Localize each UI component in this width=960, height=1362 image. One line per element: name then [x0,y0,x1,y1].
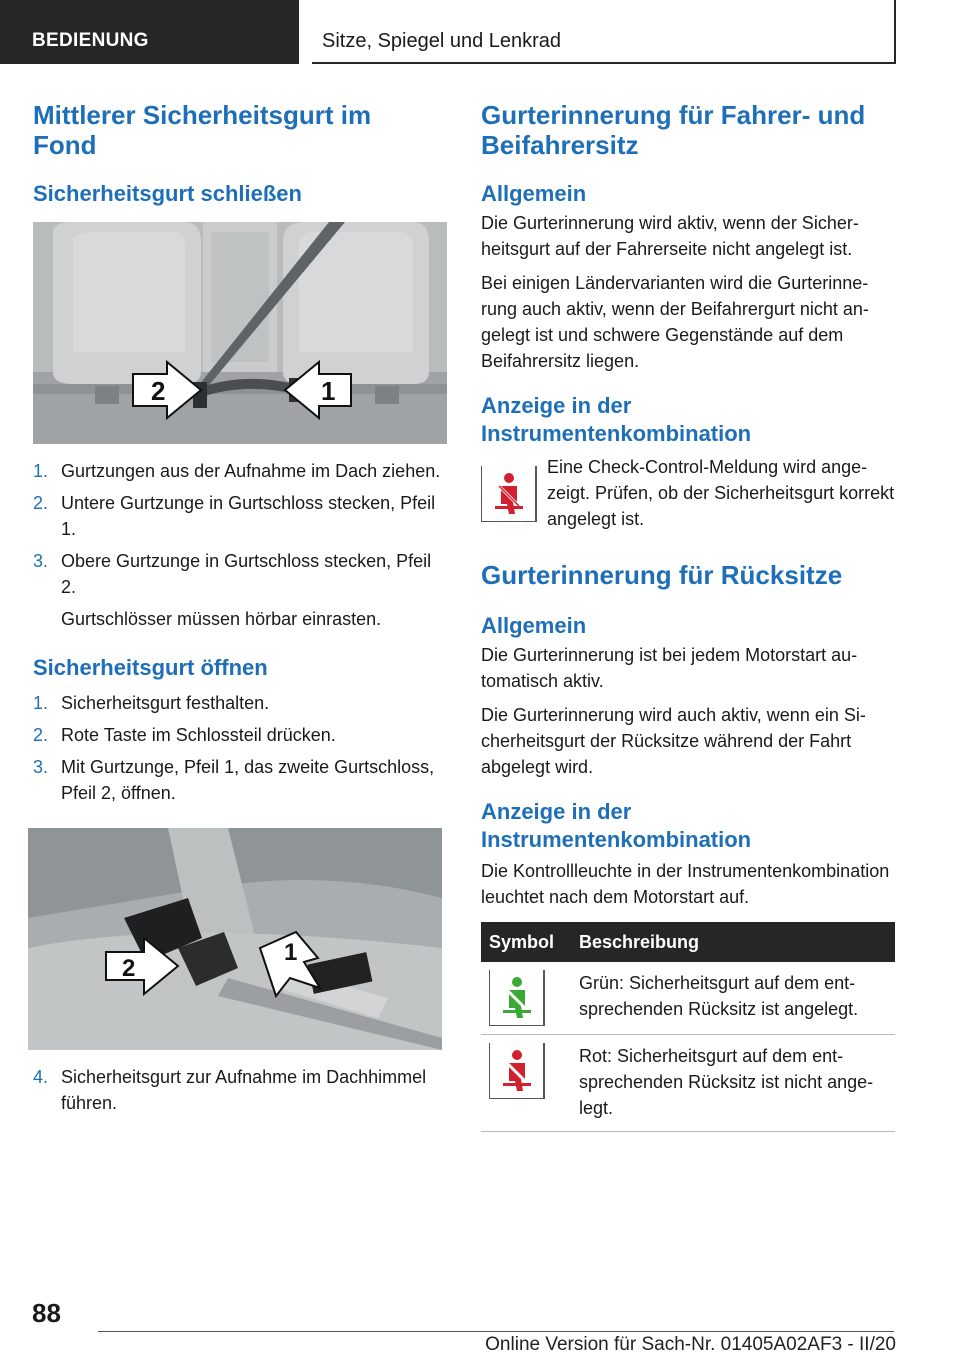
general-paragraph-2: Bei einigen Ländervarianten wird die Gurterinnerung auch aktiv, wenn der Beifahrergurt nicht angelegt ist und schwere Gegenstände auf dem Beifahrersitz liegen. [481,273,869,371]
table-header-description: Beschreibung [571,922,895,962]
rear-seat-photo [33,222,447,444]
rear-general-heading: Allgemein [481,613,587,638]
seatbelt-green-icon [489,970,545,1026]
page-number: 88 [32,1298,61,1328]
table-header-symbol: Symbol [481,922,571,962]
close-steps-list [33,458,447,600]
general-paragraph-1: Die Gurterinnerung wird aktiv, wenn der Sicherheitsgurt auf der Fahrerseite nicht angelegt ist. [481,213,859,259]
display-heading: Anzeige in der Instrumentenkombination [481,393,752,446]
rear-display-heading: Anzeige in der Instrumentenkombination [481,799,752,852]
table-row [481,962,895,1035]
list-item: 3. Mit Gurtzunge, Pfeil 1, das zweite Gurtschloss, Pfeil 2, öffnen. [33,757,435,803]
photo1-label-2: 2 [151,376,166,406]
middle-belt-title: Mittlerer Sicherheitsgurt im Fond [33,100,372,160]
open-belt-heading: Sicherheitsgurt öffnen [33,655,268,680]
right-column [481,100,895,1132]
list-item: 1. Gurtzungen aus der Aufnahme im Dach ziehen. [33,461,441,481]
chapter-label: Sitze, Spiegel und Lenkrad [322,30,562,52]
chapter-header [312,0,896,64]
open-steps-list-continued [33,1064,447,1116]
photo2-label-2: 2 [122,955,136,982]
list-item: 3. Obere Gurtzunge in Gurtschloss stecken, Pfeil 2. [33,551,432,597]
list-item: 1. Sicherheitsgurt festhalten. [33,693,270,713]
buckle-photo [28,828,442,1050]
photo1-label-1: 1 [321,376,336,406]
section-label: BEDIENUNG [32,30,149,51]
list-item: 2. Rote Taste im Schlossteil drücken. [33,725,336,745]
rear-display-text: Die Kontrollleuchte in der Instrumentenkombination leuchtet nach dem Motorstart auf. [481,861,890,907]
section-tab [0,0,299,64]
seatbelt-red-icon [489,1043,545,1099]
close-belt-heading: Sicherheitsgurt schließen [33,181,302,206]
list-item: 2. Untere Gurtzunge in Gurtschloss stecken, Pfeil 1. [33,493,436,539]
general-heading: Allgemein [481,181,587,206]
footer-text: Online Version für Sach-Nr. 01405A02AF3 - II/20 [485,1334,896,1355]
photo2-label-1: 1 [284,939,298,966]
rear-paragraph-2: Die Gurterinnerung wird auch aktiv, wenn ein Sicherheitsgurt der Rücksitze während der Fahrt abgelegt wird. [481,705,866,777]
footer-divider [98,1331,894,1332]
left-column [33,100,447,1122]
seatbelt-red-icon [481,466,537,522]
display-block [481,454,895,532]
front-reminder-title: Gurterinnerung für Fahrer- und Beifahrersitz [481,100,866,160]
display-text: Eine Check-Control-Meldung wird angezeigt. Prüfen, ob der Sicherheitsgurt korrekt angelegt ist. [547,457,895,529]
rear-reminder-title: Gurterinnerung für Rücksitze [481,560,843,590]
rear-paragraph-1: Die Gurterinnerung ist bei jedem Motorstart automatisch aktiv. [481,645,858,691]
table-cell-description: Grün: Sicherheitsgurt auf dem entsprechenden Rücksitz ist angelegt. [571,962,895,1035]
list-item: 4. Sicherheitsgurt zur Aufnahme im Dachhimmel führen. [33,1067,427,1113]
open-steps-list [33,690,447,806]
table-cell-description: Rot: Sicherheitsgurt auf dem entsprechenden Rücksitz ist nicht angelegt. [571,1035,895,1132]
close-note: Gurtschlösser müssen hörbar einrasten. [61,609,382,629]
symbol-table [481,922,895,1132]
table-row [481,1035,895,1132]
